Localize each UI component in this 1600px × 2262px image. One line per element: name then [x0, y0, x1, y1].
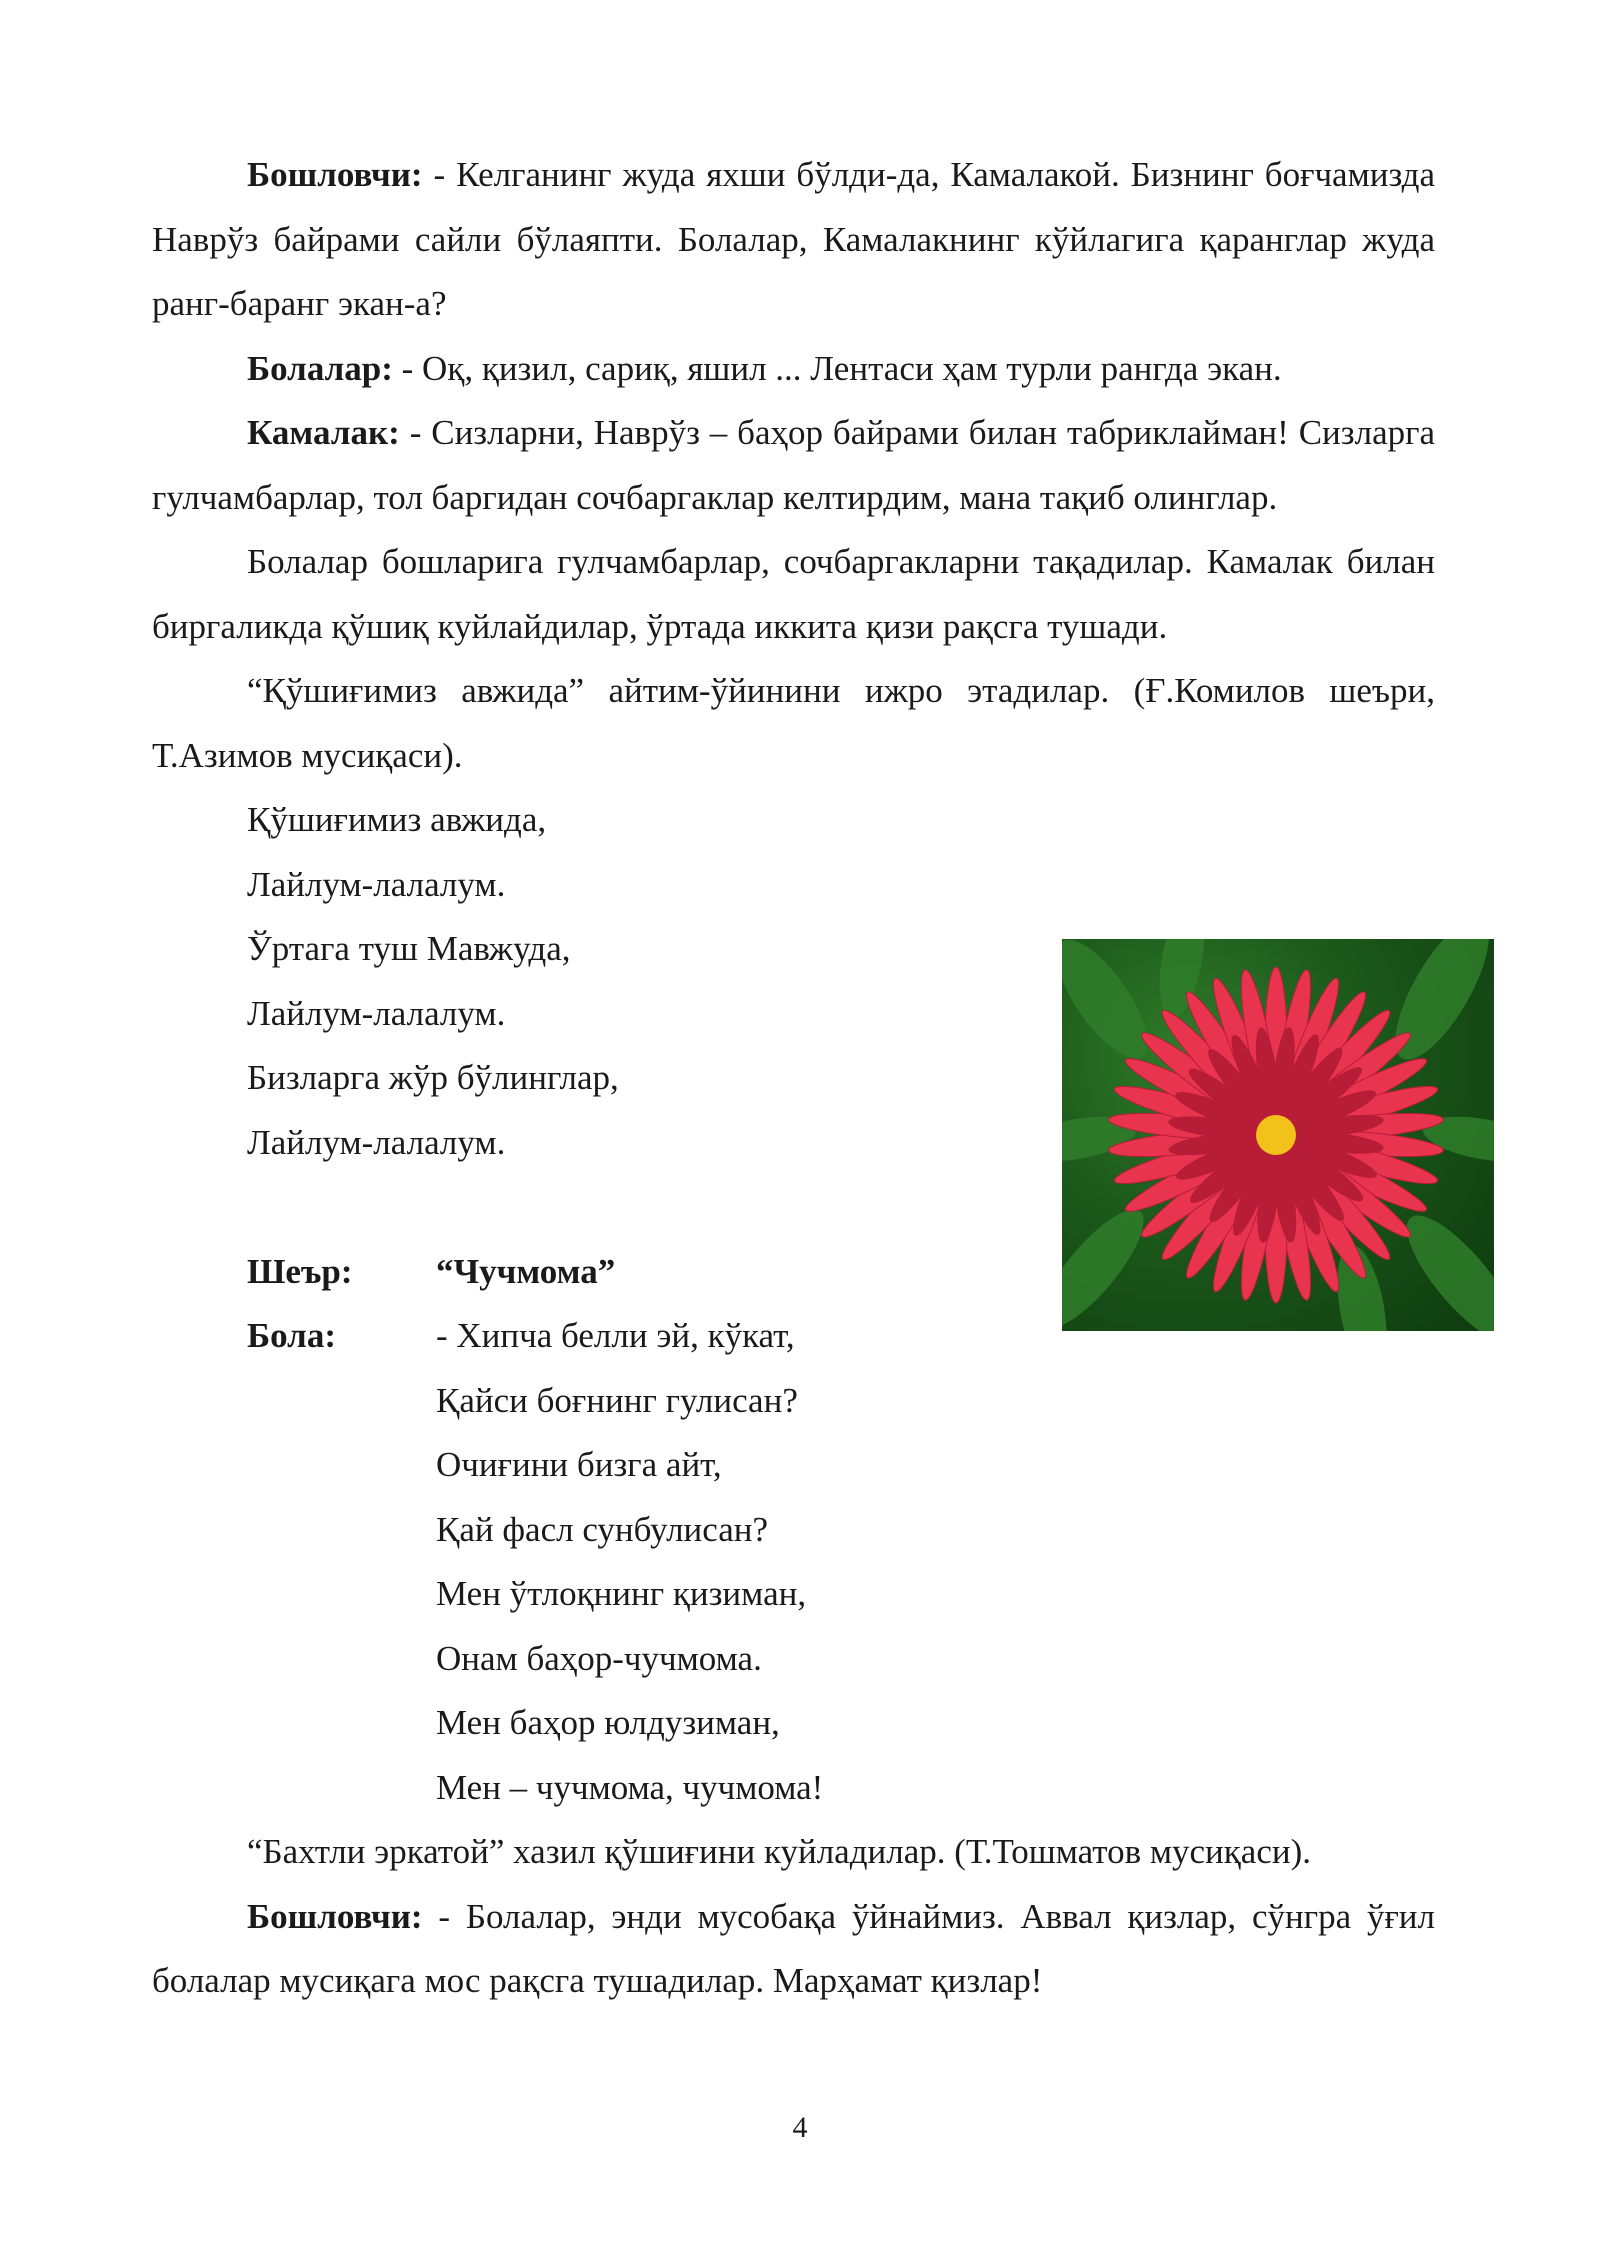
paragraph-song-note — [152, 1820, 1435, 1885]
paragraph-children-reply — [152, 337, 1435, 402]
song-line: Лайлум-лалалум. — [247, 1122, 506, 1162]
paragraph-song-intro — [152, 659, 1435, 788]
poem-speaker-label: Бола: — [247, 1316, 336, 1355]
speaker-label: Камалак: — [247, 413, 400, 452]
poem-line: Мен ўтлоқнинг қизиман, — [436, 1574, 807, 1613]
poem-lines — [152, 1369, 1435, 1821]
paragraph-text: - Сизларни, Наврўз – баҳор байрами билан табриклайман! Сизларга гулчамбарлар, тол баргидан сочбаргаклар келтирдим, мана тақиб олинглар. — [152, 413, 1435, 517]
speaker-label: Бошловчи: — [247, 1896, 423, 1936]
poem-line: Мен баҳор юлдузиман, — [436, 1703, 780, 1742]
leaf-shape — [1062, 939, 1163, 1071]
leaf-shape — [1391, 1201, 1494, 1331]
poem-line: Қайси боғнинг гулисан? — [436, 1380, 798, 1420]
paragraph-host-welcome — [152, 143, 1435, 337]
page-number: 4 — [792, 2111, 808, 2144]
poem-line: Онам баҳор-чучмома. — [436, 1638, 762, 1678]
paragraph-text: - Келганинг жуда яхши бўлди-да, Камалакой. Бизнинг боғчамизда Наврўз байрами сайли бўлаяпти. Болалар, Камалакнинг кўйлагига қаранглар жуда ранг-баранг экан-а? — [152, 155, 1435, 323]
paragraph-text: “Бахтли эркатой” хазил қўшиғини куйладилар. (Т.Тошматов мусиқаси). — [247, 1832, 1311, 1871]
poem-line: Очиғини бизга айт, — [436, 1445, 722, 1484]
song-line: Бизларга жўр бўлинглар, — [247, 1058, 619, 1097]
paragraph-text: - Болалар, энди мусобақа ўйнаймиз. Аввал қизлар, сўнгра ўғил болалар мусиқага мос рақсга тушадилар. Марҳамат қизлар! — [152, 1896, 1435, 2000]
red-gerbera-flower-photo — [1062, 939, 1494, 1331]
poem-label: Шеър: — [247, 1251, 353, 1291]
paragraph-text: - Оқ, қизил, сариқ, яшил ... Лентаси ҳам турли рангда экан. — [392, 348, 1282, 388]
poem-line: - Хипча белли эй, кўкат, — [436, 1316, 795, 1355]
song-line: Ўртага туш Мавжуда, — [247, 929, 571, 968]
paragraph-host-contest — [152, 1885, 1435, 2014]
paragraph-text: Болалар бошларига гулчамбарлар, сочбаргакларни тақадилар. Камалак билан биргаликда қўшиқ куйлайдилар, ўртада иккита қизи рақсга тушади. — [152, 542, 1435, 646]
paragraph-stage-direction — [152, 530, 1435, 659]
song-line: Лайлум-лалалум. — [247, 993, 506, 1033]
speaker-label: Бошловчи: — [247, 155, 423, 194]
poem-line: Қай фасл сунбулисан? — [436, 1509, 769, 1549]
song-line: Лайлум-лалалум. — [247, 864, 506, 904]
poem-line: Мен – чучмома, чучмома! — [436, 1767, 824, 1807]
paragraph-kamalak-greeting — [152, 401, 1435, 530]
paragraph-text: “Қўшиғимиз авжида” айтим-ўйинини ижро этадилар. (Ғ.Комилов шеъри, Т.Азимов мусиқаси). — [152, 671, 1435, 775]
flower-illustration — [1062, 939, 1494, 1331]
poem-title: “Чучмома” — [436, 1251, 616, 1291]
leaf-shape — [1062, 1196, 1159, 1331]
song-line: Қўшиғимиз авжида, — [247, 800, 547, 839]
speaker-label: Болалар: — [247, 348, 393, 388]
